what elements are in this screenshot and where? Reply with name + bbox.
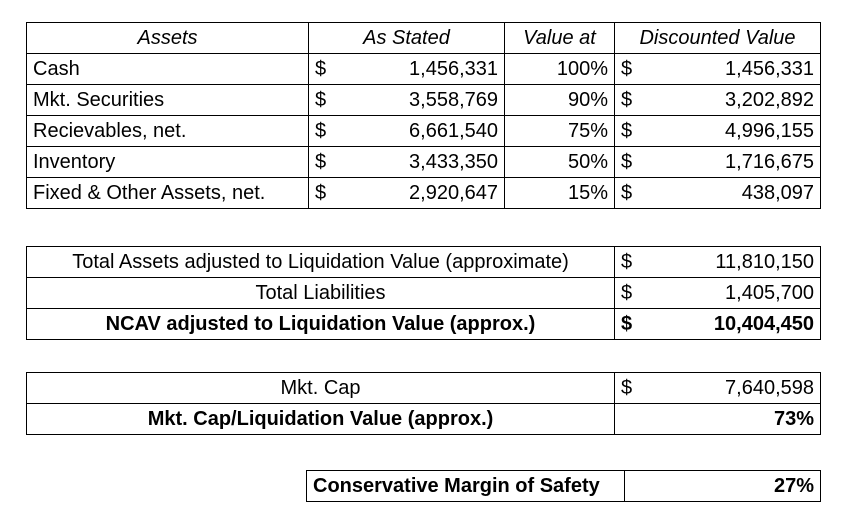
currency-symbol: $ [309,147,333,178]
discounted-value: 438,097 [639,178,821,209]
currency-symbol: $ [309,116,333,147]
value-at-percent: 90% [505,85,615,116]
total-assets-label: Total Assets adjusted to Liquidation Value (approximate) [27,247,615,278]
assets-header-row [27,23,821,54]
header-assets: Assets [27,23,309,54]
table-row [307,471,821,502]
as-stated-value: 6,661,540 [333,116,505,147]
currency-symbol: $ [309,85,333,116]
currency-symbol: $ [615,54,639,85]
mkt-cap-label: Mkt. Cap [27,373,615,404]
table-row [27,404,821,435]
currency-symbol [615,404,639,435]
value-at-percent: 75% [505,116,615,147]
total-liabilities-value: 1,405,700 [639,278,821,309]
mkt-cap-value: 7,640,598 [639,373,821,404]
table-row [27,247,821,278]
value-at-percent: 100% [505,54,615,85]
market-cap-table [26,372,821,435]
currency-symbol: $ [615,147,639,178]
margin-of-safety-table [306,470,821,502]
table-row [27,147,821,178]
total-assets-value: 11,810,150 [639,247,821,278]
discounted-value: 1,716,675 [639,147,821,178]
discounted-value: 3,202,892 [639,85,821,116]
as-stated-value: 1,456,331 [333,54,505,85]
table-row [27,54,821,85]
asset-label: Fixed & Other Assets, net. [27,178,309,209]
table-row [27,116,821,147]
table-row [27,178,821,209]
assets-table [26,22,821,209]
currency-symbol: $ [615,116,639,147]
currency-symbol: $ [615,85,639,116]
currency-symbol: $ [309,54,333,85]
discounted-value: 4,996,155 [639,116,821,147]
header-discounted-value: Discounted Value [615,23,821,54]
discounted-value: 1,456,331 [639,54,821,85]
asset-label: Mkt. Securities [27,85,309,116]
ncav-value: 10,404,450 [639,309,821,340]
currency-symbol: $ [615,309,639,340]
mkt-cap-ratio-label: Mkt. Cap/Liquidation Value (approx.) [27,404,615,435]
as-stated-value: 2,920,647 [333,178,505,209]
as-stated-value: 3,558,769 [333,85,505,116]
value-at-percent: 15% [505,178,615,209]
table-row [27,373,821,404]
currency-symbol: $ [615,278,639,309]
currency-symbol: $ [615,247,639,278]
ncav-label: NCAV adjusted to Liquidation Value (approx.) [27,309,615,340]
asset-label: Inventory [27,147,309,178]
header-as-stated: As Stated [309,23,505,54]
mkt-cap-ratio-value: 73% [639,404,821,435]
table-row [27,309,821,340]
table-row [27,278,821,309]
liquidation-table [26,246,821,340]
currency-symbol: $ [615,373,639,404]
currency-symbol: $ [615,178,639,209]
asset-label: Cash [27,54,309,85]
value-at-percent: 50% [505,147,615,178]
header-value-at: Value at [505,23,615,54]
as-stated-value: 3,433,350 [333,147,505,178]
currency-symbol: $ [309,178,333,209]
margin-of-safety-label: Conservative Margin of Safety [307,471,625,502]
margin-of-safety-value: 27% [625,471,821,502]
asset-label: Recievables, net. [27,116,309,147]
total-liabilities-label: Total Liabilities [27,278,615,309]
table-row [27,85,821,116]
